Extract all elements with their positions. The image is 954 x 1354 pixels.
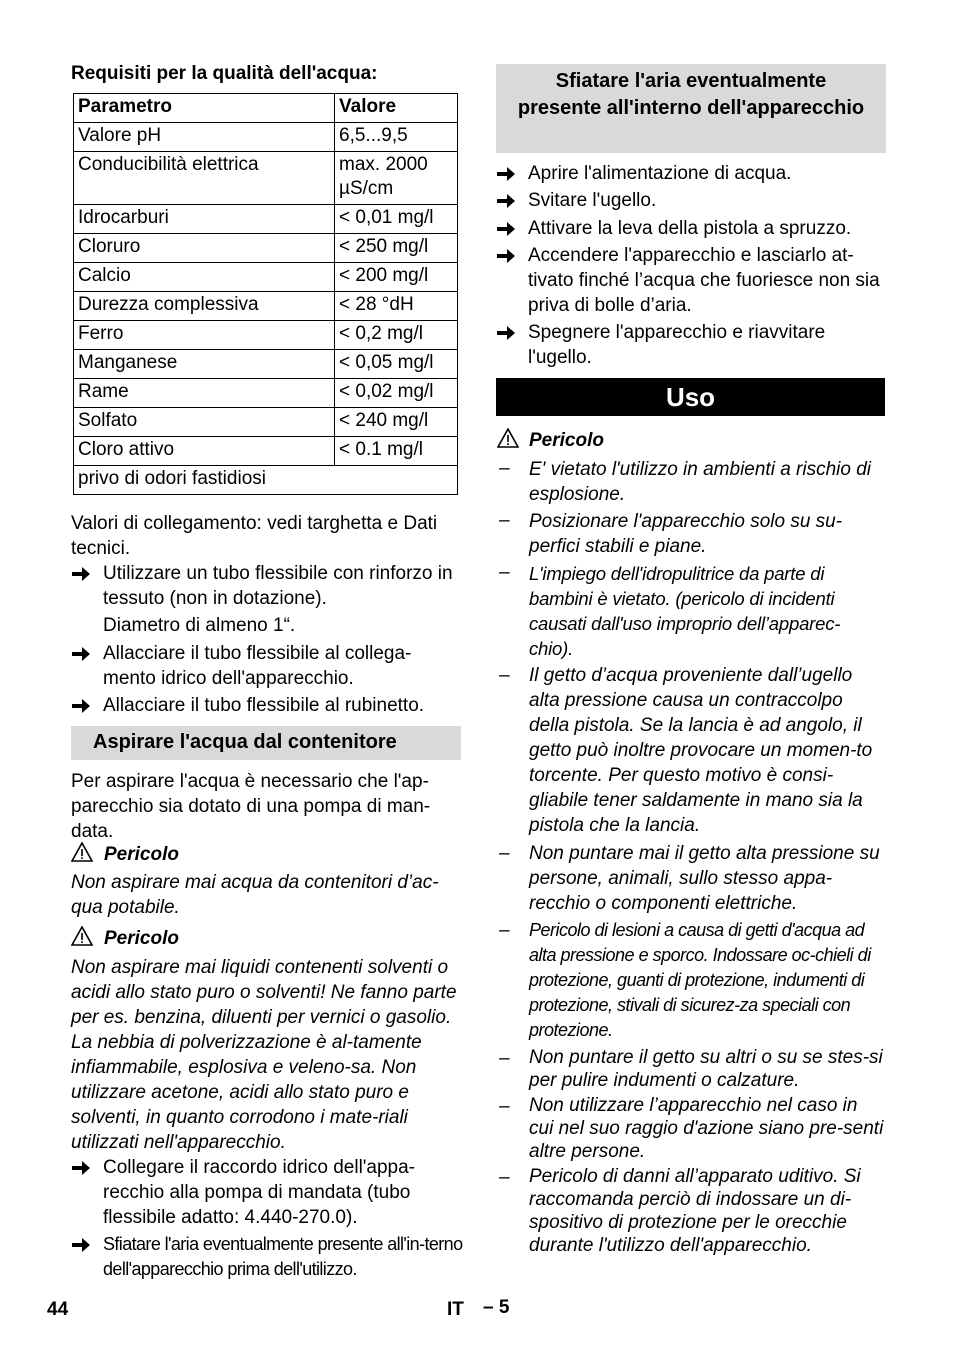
dash-bullet: –	[499, 1048, 510, 1069]
table-row	[74, 321, 458, 350]
danger-item: Il getto d’acqua proveniente dall’ugello alta pressione causa un contraccolpo della pistola. Se la lancia è ad angolo, il getto può inoltre provocare un momen-to torcente. Per questo motivo è consi-gliabile tener saldamente in mano sia la pistola che la lancia.	[529, 665, 873, 836]
table-row	[74, 152, 458, 205]
table-row	[74, 205, 458, 234]
table-cell: < 0.1 mg/l	[335, 437, 458, 466]
arrow-right-icon	[496, 193, 518, 211]
table-cell: Cloruro	[74, 234, 335, 263]
dash-bullet: –	[499, 1167, 510, 1188]
danger-text: Non aspirare mai liquidi contenenti solventi o acidi allo stato puro o solventi! Ne fanno parte per es. benzina, diluenti per vernici o gasolio. La nebbia di polverizzazione è al-tamente infiammabile, esplosiva e veleno-sa. Non utilizzare acetone, acidi allo stato puro e solventi, in quanto corrodono i mate-riali utilizzati nell'apparecchio.	[71, 957, 457, 1153]
danger-item: Pericolo di lesioni a causa di getti d'acqua ad alta pressione e sporco. Indossare oc-chieli di protezione, guanti di protezione, indumenti di protezione, stivali di sicurez-za speciali con protezione.	[529, 920, 871, 1040]
danger-label: Pericolo	[104, 928, 179, 949]
dash-bullet: –	[499, 458, 510, 479]
table-cell: 6,5...9,5	[335, 123, 458, 152]
table-row	[74, 234, 458, 263]
table-row	[74, 437, 458, 466]
table-cell: < 0,02 mg/l	[335, 379, 458, 408]
table-cell: < 250 mg/l	[335, 234, 458, 263]
dash-bullet: –	[499, 562, 510, 583]
danger-text: Non aspirare mai acqua da contenitori d’ac-qua potabile.	[71, 872, 439, 918]
table-footer-cell: privo di odori fastidiosi	[74, 466, 458, 495]
table-row	[74, 408, 458, 437]
water-quality-heading: Requisiti per la qualità dell'acqua:	[71, 63, 378, 84]
table-header-value: Valore	[335, 94, 458, 123]
danger-item: Pericolo di danni all’apparato uditivo. Si raccomanda perciò di indossare un di-spositivo di protezione per le orecchie durante l'utilizzo dell'apparecchio.	[529, 1166, 861, 1256]
table-cell: Calcio	[74, 263, 335, 292]
table-cell: max. 2000 µS/cm	[335, 152, 458, 205]
step-text: Sfiatare l'aria eventualmente presente all'in-terno dell'apparecchio prima dell'utilizzo.	[103, 1234, 463, 1279]
arrow-right-icon	[496, 166, 518, 184]
table-cell: < 240 mg/l	[335, 408, 458, 437]
vent-step-text: Svitare l'ugello.	[528, 190, 657, 211]
table-cell: < 200 mg/l	[335, 263, 458, 292]
water-quality-table	[73, 93, 458, 495]
table-row	[74, 263, 458, 292]
table-cell: Solfato	[74, 408, 335, 437]
table-cell: < 0,01 mg/l	[335, 205, 458, 234]
step-text: Allacciare il tubo flessibile al rubinetto.	[103, 695, 425, 716]
arrow-right-icon	[71, 698, 93, 716]
page-number: 44	[47, 1299, 69, 1320]
suction-heading-bar	[71, 726, 461, 760]
table-cell: Cloro attivo	[74, 437, 335, 466]
vent-heading-bar	[496, 64, 886, 153]
table-cell: < 28 °dH	[335, 292, 458, 321]
table-header-parameter: Parametro	[74, 94, 335, 123]
vent-step-text: Attivare la leva della pistola a spruzzo.	[528, 218, 852, 239]
vent-step-text: Accendere l'apparecchio e lasciarlo at-tivato finché l’acqua che fuoriesce non sia priva di bolle d’aria.	[528, 245, 880, 316]
arrow-right-icon	[496, 325, 518, 343]
danger-item: Non puntare mai il getto alta pressione su persone, animali, sullo stesso appa-recchio o componenti elettriche.	[529, 843, 880, 914]
diameter-note: Diametro di almeno 1“.	[103, 615, 296, 636]
table-footer-row	[74, 466, 458, 495]
table-row	[74, 350, 458, 379]
table-row	[74, 379, 458, 408]
suction-intro: Per aspirare l'acqua è necessario che l'ap-parecchio sia dotato di una pompa di man-data.	[71, 771, 431, 842]
table-row	[74, 292, 458, 321]
dash-bullet: –	[499, 510, 510, 531]
table-cell: Durezza complessiva	[74, 292, 335, 321]
dash-bullet: –	[499, 665, 510, 686]
dash-bullet: –	[499, 920, 510, 941]
arrow-right-icon	[71, 646, 93, 664]
danger-item: Non utilizzare l’apparecchio nel caso in cui nel suo raggio d'azione siano pre-senti altre persone.	[529, 1095, 884, 1162]
vent-step-text: Spegnere l'apparecchio e riavvitare l'ugello.	[528, 322, 826, 368]
section-page: – 5	[483, 1297, 510, 1318]
warning-triangle-icon	[497, 428, 519, 448]
danger-label: Pericolo	[104, 844, 179, 865]
dash-bullet: –	[499, 843, 510, 864]
step-text: Collegare il raccordo idrico dell'appa-recchio alla pompa di mandata (tubo flessibile adatto: 4.440-270.0).	[103, 1157, 416, 1228]
arrow-right-icon	[496, 221, 518, 239]
table-cell: Rame	[74, 379, 335, 408]
table-cell: Valore pH	[74, 123, 335, 152]
step-text: Allacciare il tubo flessibile al collega-mento idrico dell'apparecchio.	[103, 643, 412, 689]
table-cell: < 0,05 mg/l	[335, 350, 458, 379]
table-cell: Manganese	[74, 350, 335, 379]
vent-heading: Sfiatare l'aria eventualmente presente all'interno dell'apparecchio	[517, 70, 865, 119]
arrow-right-icon	[71, 566, 93, 584]
danger-item: Non puntare il getto su altri o su se stes-si per pulire indumenti o calzature.	[529, 1047, 883, 1091]
table-header-row	[74, 94, 458, 123]
warning-triangle-icon	[71, 842, 93, 862]
table-cell: Idrocarburi	[74, 205, 335, 234]
table-row	[74, 123, 458, 152]
use-heading: Uso	[496, 378, 885, 416]
step-text: Utilizzare un tubo flessibile con rinforzo in tessuto (non in dotazione).	[103, 563, 453, 609]
danger-item: L'impiego dell'idropulitrice da parte di bambini è vietato. (pericolo di incidenti causati dall'uso improprio dell’apparec-chio).	[529, 563, 841, 659]
suction-heading: Aspirare l'acqua dal contenitore	[93, 731, 397, 753]
danger-item: Posizionare l'apparecchio solo su su-perfici stabili e piane.	[529, 511, 843, 557]
arrow-right-icon	[71, 1160, 93, 1178]
arrow-right-icon	[496, 248, 518, 266]
table-cell: Conducibilità elettrica	[74, 152, 335, 205]
vent-step-text: Aprire l'alimentazione di acqua.	[528, 163, 792, 184]
language-code: IT	[447, 1299, 464, 1320]
dash-bullet: –	[499, 1096, 510, 1117]
danger-label: Pericolo	[529, 430, 604, 451]
danger-item: E' vietato l'utilizzo in ambienti a rischio di esplosione.	[529, 459, 872, 505]
warning-triangle-icon	[71, 926, 93, 946]
arrow-right-icon	[71, 1237, 93, 1255]
connection-values-text: Valori di collegamento: vedi targhetta e Dati tecnici.	[71, 513, 438, 559]
table-cell: < 0,2 mg/l	[335, 321, 458, 350]
table-cell: Ferro	[74, 321, 335, 350]
